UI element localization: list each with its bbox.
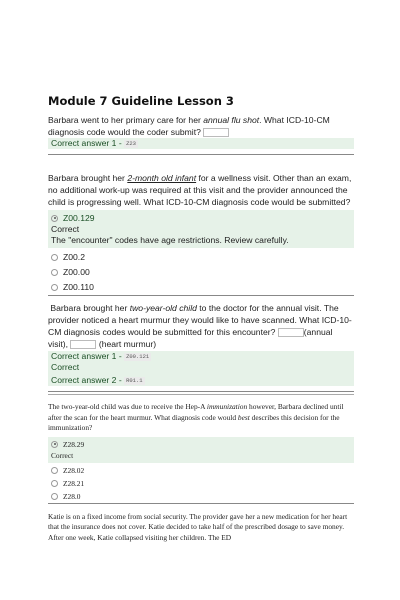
q3-text-b: to the doctor for the annual visit. The provider noticed a heart murmur they would like to have scanned. What ICD-10-CM diagnosis codes would be submitted for this encounter? [48,303,352,337]
q4-text-c: describes this decision for the immunization? [48,412,340,432]
q2-option-1[interactable] [51,212,351,224]
q3-answer2-label: Correct answer 2 - [51,375,125,385]
q4-text-em2: best [237,412,250,422]
radio-selected-icon[interactable] [51,215,58,222]
q3-answer1-code: Z00.121 [126,352,150,360]
q3-heart-murmur-field[interactable] [70,340,96,349]
q2-option-3[interactable] [48,266,354,278]
page-title: Module 7 Guideline Lesson 3 [48,94,234,108]
q3-annual-visit-field[interactable] [278,328,304,337]
q1-answer-field[interactable] [203,128,229,137]
q1-text-em: annual flu shot [203,115,260,125]
q3-answer2-code: R01.1 [126,376,143,384]
question-1 [48,114,354,138]
q1-answer-label: Correct answer 1 - [51,138,125,148]
q3-text-a: Barbara brought her [50,303,130,313]
q1-text-b: . What ICD-10-CM diagnosis code would the coder submit? [48,115,330,137]
radio-icon[interactable] [51,254,58,261]
lesson-page [48,94,354,543]
q4-option-3[interactable] [48,478,354,489]
q3-blank1-label: (annual visit), [48,327,333,349]
q2-option-4-label: Z00.110 [63,282,94,292]
q2-text-b: for a wellness visit. Other than an exam, no additional work-up was required at this visit and the provider announced the child is progressing well. What ICD-10-CM diagnosis code would be submitted? [48,173,352,207]
q1-correct-answer [48,138,354,149]
q2-option-4[interactable] [48,281,354,293]
q5-text: Katie is on a fixed income from social security. The provider gave her a new medication for her heart that the insurance does not cover. Katie decided to take half of the prescribed dosage to save money. After one week, Katie collapsed visiting her children. The ED [48,511,348,542]
radio-icon[interactable] [51,467,58,474]
q2-feedback-text: The "encounter" codes have age restrictions. Review carefully. [51,235,289,245]
q3-text-em: two-year-old child [129,303,197,313]
q4-option-4-label: Z28.0 [63,491,81,501]
q2-option-2[interactable] [48,251,354,263]
question-3 [48,302,354,350]
q4-feedback-box [48,437,354,463]
radio-icon[interactable] [51,284,58,291]
q1-answer-code: Z23 [126,139,136,147]
question-2 [48,172,354,208]
q2-text-em: 2-month old infant [127,173,197,183]
q3-blank2-label: (heart murmur) [98,339,157,349]
q3-correct-label: Correct [51,362,80,372]
q1-text-a: Barbara went to her primary care for her [48,115,204,125]
q2-option-3-label: Z00.00 [63,267,90,277]
q2-option-1-label: Z00.129 [63,213,95,223]
radio-icon[interactable] [51,269,58,276]
radio-selected-icon[interactable] [51,441,58,448]
q4-text-b: however, Barbara declined until after the scan for the heart murmur. What diagnosis code would [48,402,344,422]
q3-correct-answers [48,351,354,386]
q4-option-1[interactable] [51,439,351,450]
q3-answer1-label: Correct answer 1 - [51,351,125,361]
question-4 [48,402,354,502]
radio-icon[interactable] [51,480,58,487]
q2-correct-label: Correct [51,224,80,234]
divider [48,391,354,392]
q4-option-2-label: Z28.02 [63,465,85,475]
q4-option-1-label: Z28.29 [63,439,85,449]
q4-option-2[interactable] [48,465,354,476]
q2-feedback-box [48,210,354,248]
q4-option-3-label: Z28.21 [63,478,85,488]
q2-text-a: Barbara brought her [48,173,128,183]
q4-text-em: immunization [206,402,248,411]
question-5 [48,512,354,544]
q4-option-4[interactable] [48,491,354,502]
q2-option-2-label: Z00.2 [63,252,85,262]
q4-text-a: The two-year-old child was due to receive the Hep-A [48,402,207,411]
q4-correct-label: Correct [51,450,74,460]
radio-icon[interactable] [51,493,58,500]
